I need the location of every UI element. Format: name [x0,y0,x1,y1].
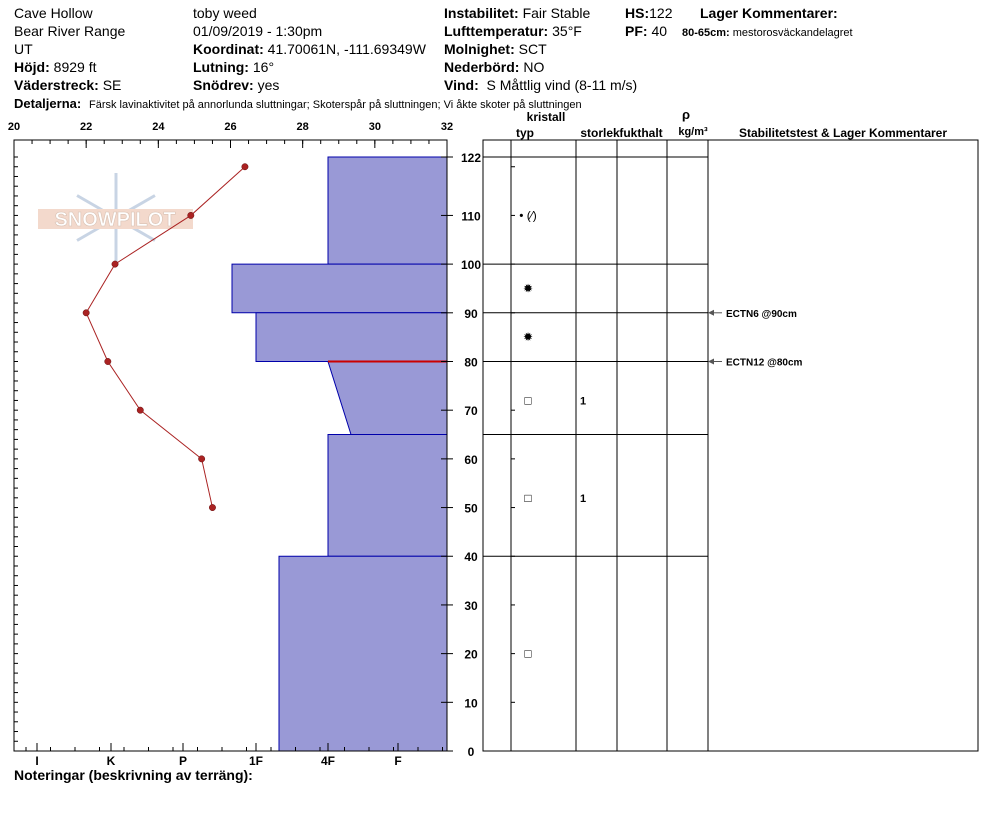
temperature-point [105,358,111,364]
temp-tick-label: 22 [80,121,93,133]
layer-comments-label: Lager Kommentarer: [700,5,838,21]
coord-value: 41.70061N, -111.69349W [267,41,426,57]
sky-label: Molnighet: [444,41,515,57]
crystal-header: kristall [526,110,566,124]
layer-comment-text: mestorosväckandelagret [732,27,853,39]
temperature-point [242,164,248,170]
drift-value: yes [257,77,280,93]
crystal-type-symbol: □ [524,393,532,408]
airtemp-value: 35°F [552,23,582,39]
slope-label: Lutning: [193,59,249,75]
aspect-value: SE [102,77,122,93]
wind-value: S Måttlig vind (8-11 m/s) [486,77,638,93]
hardness-layer-bar [328,435,447,557]
depth-tick-label: 110 [461,209,481,224]
depth-tick-label: 40 [464,550,478,565]
depth-tick-label: 80 [464,355,478,370]
depth-tick-label: 60 [464,452,478,467]
hardness-tick-label: K [106,754,116,768]
hardness-layer-bar [232,264,447,313]
table-border [483,140,978,751]
stability-value: Fair Stable [522,5,591,21]
hardness-layer-bar [279,556,447,751]
density-unit: kg/m³ [678,126,708,138]
elevation-label: Höjd: [14,59,50,75]
depth-tick-label: 0 [467,745,475,759]
hardness-layer-bar [256,313,447,362]
details-label: Detaljerna: [14,96,82,111]
snowpilot-logo [38,173,193,263]
hardness-tick-label: I [35,754,39,768]
stability-label: Instabilitet: [444,5,519,21]
airtemp-label: Lufttemperatur: [444,23,549,39]
notes-label: Noteringar (beskrivning av terräng): [14,767,253,783]
mountain-range: Bear River Range [14,23,126,39]
depth-tick-label: 100 [460,258,482,273]
temp-tick-label: 32 [440,121,454,133]
elevation-value: 8929 ft [53,59,97,75]
temperature-point [83,310,89,316]
hardness-tick-label: 1F [248,754,264,768]
crystal-type-symbol: □ [524,490,532,505]
temperature-point [209,504,215,510]
temperature-point [198,456,204,462]
logo-text: SNOWPILOT [54,209,176,231]
temperature-point [137,407,143,413]
stability-test-label: ECTN12 @80cm [726,357,803,369]
temp-tick-label: 24 [152,121,165,133]
hardness-layer-bar [328,361,447,434]
crystal-type-symbol: ✹ [522,330,534,345]
details-text: Färsk lavinaktivitet på annorlunda sluttningar; Skoterspår på sluttningen; Vi åkte skoter på sluttningen [88,99,582,111]
depth-tick-label: 122 [460,151,482,165]
density-symbol: ρ [681,107,691,122]
hardness-tick-label: F [394,754,402,768]
depth-tick-label: 90 [464,306,478,321]
crystal-type-symbol: • (⁄) [519,208,537,223]
drift-label: Snödrev: [193,77,254,93]
temp-tick-label: 28 [296,121,309,133]
temp-tick-label: 20 [7,121,21,133]
crystal-size: 1 [579,492,587,505]
hardness-layer-bar [328,157,447,264]
depth-tick-label: 20 [464,647,478,662]
hs-value: 122 [649,5,673,21]
comments-header: Stabilitetstest & Lager Kommentarer [738,126,948,140]
wind-label: Vind: [444,77,479,93]
stability-test-label: ECTN6 @90cm [726,308,797,320]
hardness-tick-label: 4F [320,754,336,768]
observer: toby weed [193,5,257,21]
depth-tick-label: 70 [464,404,478,419]
location-name: Cave Hollow [14,5,93,21]
size-header: storlek [580,126,620,140]
precip-label: Nederbörd: [444,59,520,75]
crystal-size: 1 [579,395,587,408]
temp-tick-label: 30 [368,121,381,133]
depth-tick-label: 10 [464,696,478,711]
slope-value: 16° [252,59,275,75]
precip-value: NO [523,59,545,75]
pf-value: 40 [651,23,668,39]
hs-label: HS: [625,5,650,21]
pf-label: PF: [625,23,648,39]
temperature-point [112,261,118,267]
coord-label: Koordinat: [193,41,264,57]
temperature-point [188,212,194,218]
moisture-header: fukthalt [619,126,663,140]
layer-comment-depth: 80-65cm: [682,27,730,39]
hardness-profile [232,157,447,751]
temp-tick-label: 26 [224,121,237,133]
depth-tick-label: 30 [464,598,478,613]
state: UT [14,41,33,57]
sky-value: SCT [518,41,547,57]
datetime: 01/09/2019 - 1:30pm [193,23,323,39]
depth-tick-label: 50 [464,501,478,516]
test-arrow-head [708,358,714,364]
layer-table [483,107,978,751]
type-header: typ [516,126,534,140]
hardness-tick-label: P [178,754,188,768]
test-arrow-head [708,310,714,316]
crystal-type-symbol: □ [524,646,532,661]
crystal-type-symbol: ✹ [522,281,534,296]
aspect-label: Väderstreck: [14,77,99,93]
